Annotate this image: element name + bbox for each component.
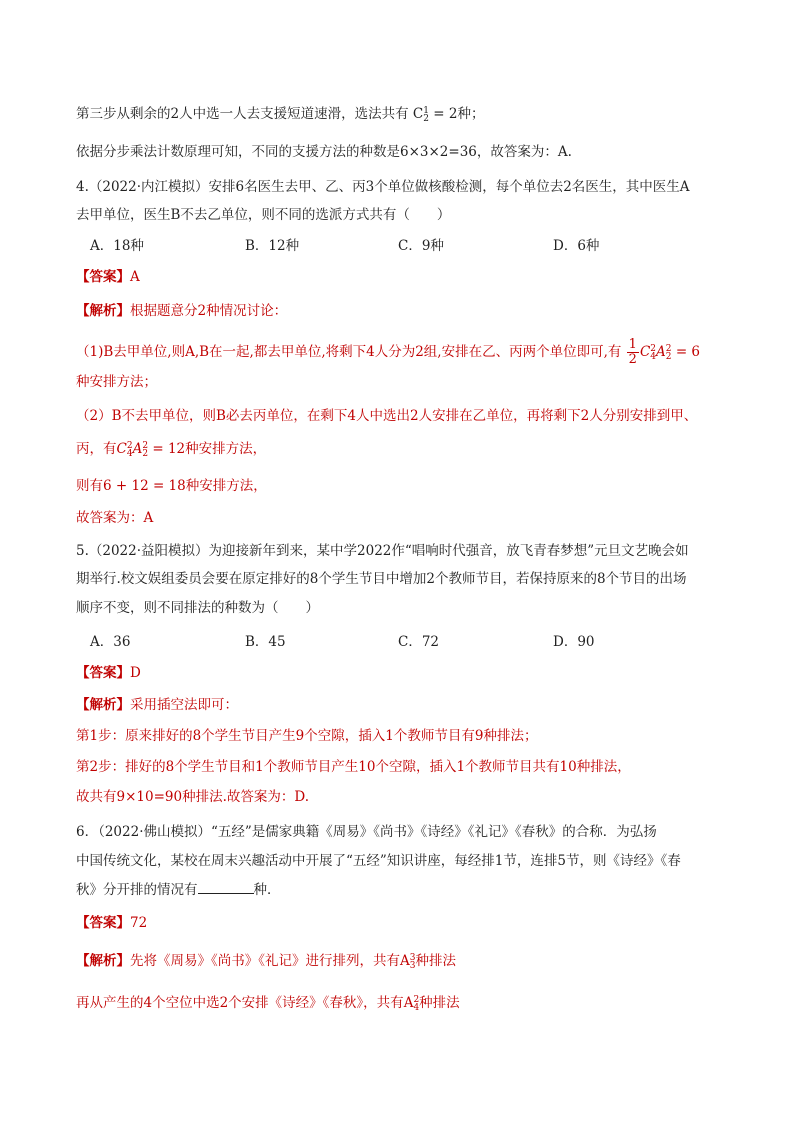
text-segment: 再从产生的4个空位中选2个安排《诗经》《春秋》，共有	[76, 995, 404, 1011]
math-letter: C	[116, 441, 127, 457]
numerator: 1	[628, 337, 637, 352]
analysis-text: 采用插空法即可：	[130, 697, 238, 713]
text-segment: = 12种安排方法，	[152, 441, 267, 457]
math-letter: A	[132, 441, 143, 457]
analysis-label: 【解析】	[76, 697, 130, 713]
math-scripts	[423, 107, 429, 123]
math-sup: 2	[126, 440, 133, 451]
question-6-line-1: 6．（2022·佛山模拟）“五经”是儒家典籍《周易》《尚书》《诗经》《礼记》《春秋》的合称．为弘扬	[76, 824, 657, 840]
text-segment: 种．	[253, 882, 281, 898]
q4-final-line: 故答案为：A	[76, 510, 154, 526]
math-sub: 4	[126, 448, 133, 459]
q5-step-1: 第1步：原来排好的8个学生节目产生9个空隙，插入1个教师节目有9种排法；	[76, 728, 538, 744]
analysis-line	[76, 952, 456, 970]
math-letter: A	[656, 344, 666, 360]
q5-total: 故共有9×10=90种排法.故答案为：D.	[76, 789, 309, 805]
answer-label: 【答案】	[76, 269, 130, 285]
text-segment: = 2种；	[433, 106, 485, 122]
text-segment: 丙，有	[76, 441, 117, 457]
option-c: C．72	[398, 634, 440, 650]
math-combination	[413, 106, 433, 122]
answer-line	[76, 914, 147, 932]
case-2-line-1: （2）B不去甲单位，则B必去丙单位，在剩下4人中选出2人安排在乙单位，再将剩下2人分别安排到甲、	[76, 408, 698, 424]
answer-value: A	[130, 269, 140, 285]
option-d: D．6种	[553, 238, 600, 254]
analysis-line	[76, 302, 287, 320]
option-c: C．9种	[398, 238, 444, 254]
q4-total-line: 则有6 + 12 = 18种安排方法，	[76, 478, 267, 494]
option-b: B．12种	[245, 238, 300, 254]
analysis-text: 根据题意分2种情况讨论：	[130, 303, 288, 319]
math-sup: 3	[409, 952, 416, 963]
math-letter: A	[403, 995, 414, 1011]
math-sub: 2	[665, 351, 672, 362]
math-sup: 2	[665, 343, 672, 354]
fraction	[627, 338, 639, 367]
analysis-label: 【解析】	[76, 953, 130, 969]
math-sub: 3	[409, 960, 416, 971]
math-letter: C	[639, 344, 651, 360]
option-a: A．36	[90, 634, 131, 650]
text-segment: 种排法	[415, 953, 456, 969]
text-line: 依据分步乘法计数原理可知，不同的支援方法的种数是6×3×2=36，故答案为：A.	[76, 144, 572, 160]
text-segment: 种排法	[419, 995, 460, 1011]
analysis-line	[76, 696, 238, 714]
q5-step-2: 第2步：排好的8个学生节目和1个教师节目产生10个空隙，插入1个教师节目共有10种排法，	[76, 759, 631, 775]
q6-analysis-line-2	[76, 994, 460, 1012]
answer-blank	[198, 881, 254, 894]
math-sub: 2	[423, 113, 429, 124]
option-d: D．90	[553, 634, 595, 650]
math-sub: 4	[650, 351, 657, 362]
text-line	[76, 105, 484, 123]
math-scripts	[142, 442, 148, 458]
question-5-line-2: 期举行.校文娱组委员会要在原定排好的8个学生节目中增加2个教师节目，若保持原来的8个节目的出场	[76, 571, 687, 587]
question-4-line-2: 去甲单位，医生B不去乙单位，则不同的选派方式共有（ ）	[76, 207, 451, 223]
math-sup: 1	[423, 105, 429, 116]
question-4-line-1: 4.（2022·内江模拟）安排6名医生去甲、乙、丙3个单位做核酸检测，每个单位去2名医生，其中医生A	[76, 179, 690, 195]
answer-value: D	[130, 665, 141, 681]
case-1-line	[76, 334, 700, 370]
answer-label: 【答案】	[76, 665, 130, 681]
math-letter: C	[412, 106, 424, 122]
case-1-tail: 种安排方法；	[76, 374, 157, 390]
answer-value: 72	[130, 915, 148, 931]
question-5-line-1: 5.（2022·益阳模拟）为迎接新年到来，某中学2022作“唱响时代强音，放飞青春梦想”元旦文艺晚会如	[76, 543, 689, 559]
math-sub: 2	[142, 448, 149, 459]
analysis-text: 先将《周易》《尚书》《礼记》进行排列，共有	[130, 953, 400, 969]
option-a: A．18种	[90, 238, 144, 254]
text-segment: （1)B去甲单位,则A,B在一起,都去甲单位,将剩下4人分为2组,安排在乙、丙两个单位即可,有	[76, 344, 622, 360]
question-6-line-3	[76, 881, 281, 899]
answer-line	[76, 664, 141, 682]
text-segment: 秋》分开排的情况有	[76, 882, 198, 898]
math-sup: 2	[142, 440, 149, 451]
question-6-line-2: 中国传统文化，某校在周末兴趣活动中开展了“五经”知识讲座，每经排1节，连排5节，则《诗经》《春	[76, 853, 681, 869]
math-sup: 2	[650, 343, 657, 354]
math-sub: 4	[413, 1002, 420, 1013]
text-segment: 第三步从剩余的2人中选一人去支援短道速滑，选法共有	[76, 106, 409, 122]
option-b: B．45	[245, 634, 286, 650]
math-letter: A	[400, 953, 410, 969]
answer-label: 【答案】	[76, 915, 130, 931]
math-scripts	[666, 345, 672, 361]
text-segment: = 6	[675, 344, 701, 360]
question-5-line-3: 顺序不变，则不同排法的种数为（ ）	[76, 600, 319, 616]
case-2-line-2	[76, 440, 266, 458]
math-sup: 2	[413, 994, 420, 1005]
answer-line	[76, 268, 140, 286]
denominator: 2	[628, 352, 637, 367]
analysis-label: 【解析】	[76, 303, 130, 319]
